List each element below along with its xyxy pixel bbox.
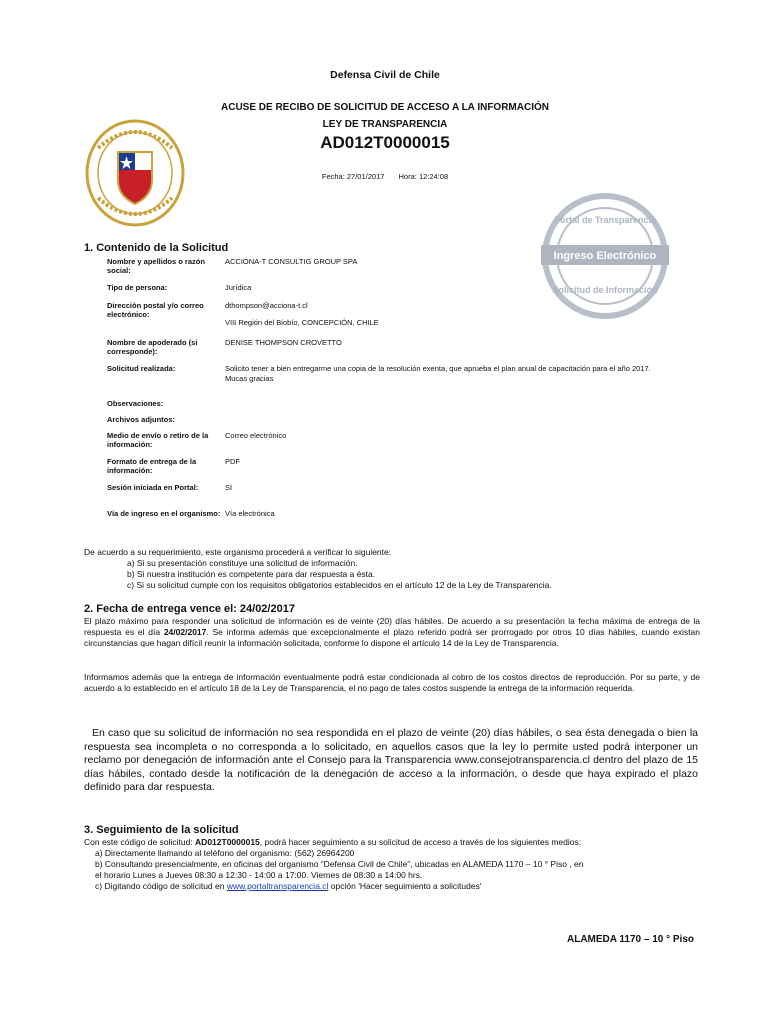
tracking-option-phone: a) Directamente llamando al teléfono del organismo: (562) 26964200 [95, 848, 355, 858]
tracking-intro-cont: , podrá hacer seguimiento a su solicitud de acceso a través de los siguientes medios: [259, 837, 582, 847]
tracking-option-web [95, 881, 481, 892]
time-label: Hora: 12:24:08 [398, 172, 449, 181]
deadline-text-cont: . Se informa además que excepcionalmente el plazo referido podrá ser prorrogado por otros 10 días hábiles, cuando existan circunstancias que hagan difícil reunir la información solicitada, conforme lo dispone el artículo 14 de la Ley de Transparencia. [84, 627, 700, 648]
document-subtitle: LEY DE TRANSPARENCIA [322, 119, 448, 130]
section-2-heading: 2. Fecha de entrega vence el: 24/02/2017 [84, 603, 295, 615]
field-label: Nombre y apellidos o razón social: [107, 257, 205, 275]
document-title: ACUSE DE RECIBO DE SOLICITUD DE ACCESO A LA INFORMACIÓN [221, 102, 549, 113]
table-row [107, 399, 697, 415]
tracking-intro-text: Con este código de solicitud: [84, 837, 196, 847]
field-value [225, 415, 697, 431]
field-label: Nombre de apoderado (si corresponde): [107, 338, 198, 356]
table-row [107, 457, 697, 483]
defensa-civil-logo [84, 118, 186, 228]
field-value: Vía electrónica [225, 509, 275, 518]
field-value: DENISE THOMPSON CROVETTO [225, 338, 342, 347]
verify-item: a) Si su presentación constituye una solicitud de información. [127, 558, 358, 568]
request-closing: Mucas gracias [225, 373, 274, 383]
table-row [107, 338, 697, 364]
web-option-text: c) Digitando código de solicitud en [95, 881, 227, 891]
address-value: VIII Región del Biobío, CONCEPCIÓN, CHILE [225, 317, 379, 327]
deadline-paragraph [84, 616, 700, 649]
field-value: Jurídica [225, 283, 252, 292]
tracking-option-hours: el horario Lunes a Jueves 08:30 a 12:30 - 14:00 a 17:00. Viernes de 08:30 a 14:00 hrs. [95, 870, 423, 880]
stamp-center-text: Ingreso Electrónico [553, 250, 657, 262]
section-3-heading: 3. Seguimiento de la solicitud [84, 824, 239, 836]
table-row [107, 415, 697, 431]
table-row [107, 257, 697, 283]
field-label: Solicitud realizada: [107, 364, 176, 373]
request-details-table [107, 257, 697, 533]
field-value [225, 399, 697, 415]
request-text: Solicito tener a bien entregarme una copia de la resolución exenta, que aprueba el plan anual de capacitación para el año 2017. [225, 364, 651, 373]
table-row [107, 364, 697, 399]
field-label: Observaciones: [107, 399, 164, 408]
costs-paragraph: Informamos además que la entrega de información eventualmente podrá estar condicionada al cobro de los costos directos de reproducción. Por su parte, y de acuerdo a lo establecido en el artículo 18 de la Ley de Transparencia, el no pago de tales costos suspende la entrega de la información requerida. [84, 672, 700, 693]
field-label: Sesión iniciada en Portal: [107, 483, 199, 492]
portal-link[interactable]: www.portaltransparencia.cl [226, 881, 329, 891]
verify-item: b) Si nuestra institución es competente para dar respuesta a ésta. [127, 569, 376, 579]
tracking-intro [84, 837, 704, 848]
email-value: dthompson@acciona-t.cl [225, 301, 308, 310]
table-row [107, 431, 697, 457]
tracking-option-office: b) Consultando presencialmente, en oficinas del organismo “Defensa Civil de Chile”, ubicadas en ALAMEDA 1170 – 10 ° Piso , en [95, 859, 584, 869]
table-row [107, 283, 697, 301]
footer-address: ALAMEDA 1170 – 10 ° Piso [566, 934, 694, 945]
field-label: Tipo de persona: [107, 283, 168, 292]
table-row [107, 509, 697, 533]
table-row [107, 301, 697, 338]
field-value: PDF [225, 457, 240, 466]
field-value: ACCIONA-T CONSULTIG GROUP SPA [225, 257, 358, 266]
verify-intro: De acuerdo a su requerimiento, este organismo procederá a verificar lo siguiente: [84, 547, 392, 557]
field-label: Formato de entrega de la información: [107, 457, 197, 475]
field-label: Dirección postal y/o correo electrónico: [107, 301, 204, 319]
table-row [107, 483, 697, 509]
request-code: AD012T0000015 [320, 133, 450, 152]
deadline-text: El plazo máximo para responder una solicitud de información es de veinte (20) días hábiles. De acuerdo a su presentación la fecha máxima de entrega de la respuesta es el día [84, 616, 700, 637]
verify-item: c) Si su solicitud cumple con los requisitos obligatorios establecidos en el artículo 12 de la Ley de Transparencia. [127, 580, 552, 590]
section-1-heading: 1. Contenido de la Solicitud [84, 242, 229, 254]
field-label: Vía de ingreso en el organismo: [107, 509, 221, 518]
field-value [225, 364, 697, 399]
stamp-top-text: Portal de Transparencia [553, 215, 657, 225]
web-option-text-cont: opción 'Hacer seguimiento a solicitudes' [328, 881, 482, 891]
deadline-date: 24/02/2017 [163, 627, 207, 637]
date-label: Fecha: 27/01/2017 [321, 172, 385, 181]
field-value [225, 301, 697, 338]
tracking-code: AD012T0000015 [195, 837, 260, 847]
field-value: SI [225, 483, 233, 492]
field-label: Archivos adjuntos: [107, 415, 175, 424]
field-label: Medio de envío o retiro de la información: [107, 431, 209, 449]
organization-name: Defensa Civil de Chile [330, 69, 440, 81]
appeal-paragraph: En caso que su solicitud de información no sea respondida en el plazo de veinte (20) días hábiles, o sea ésta denegada o bien la respuesta sea incompleta o no corresponda a lo solicitado, en aquellos casos que la ley lo permite usted podrá interponer un reclamo por denegación de información ante el Consejo para la Transparencia www.consejotransparencia.cl dentro del plazo de 15 días hábiles, contado desde la notificación de la denegación de acceso a la información, o desde que haya expirado el plazo definido para dar respuesta. [84, 727, 698, 793]
stamp-bottom-text: Solicitud de Información [552, 285, 658, 295]
field-value: Correo electrónico [225, 431, 287, 440]
